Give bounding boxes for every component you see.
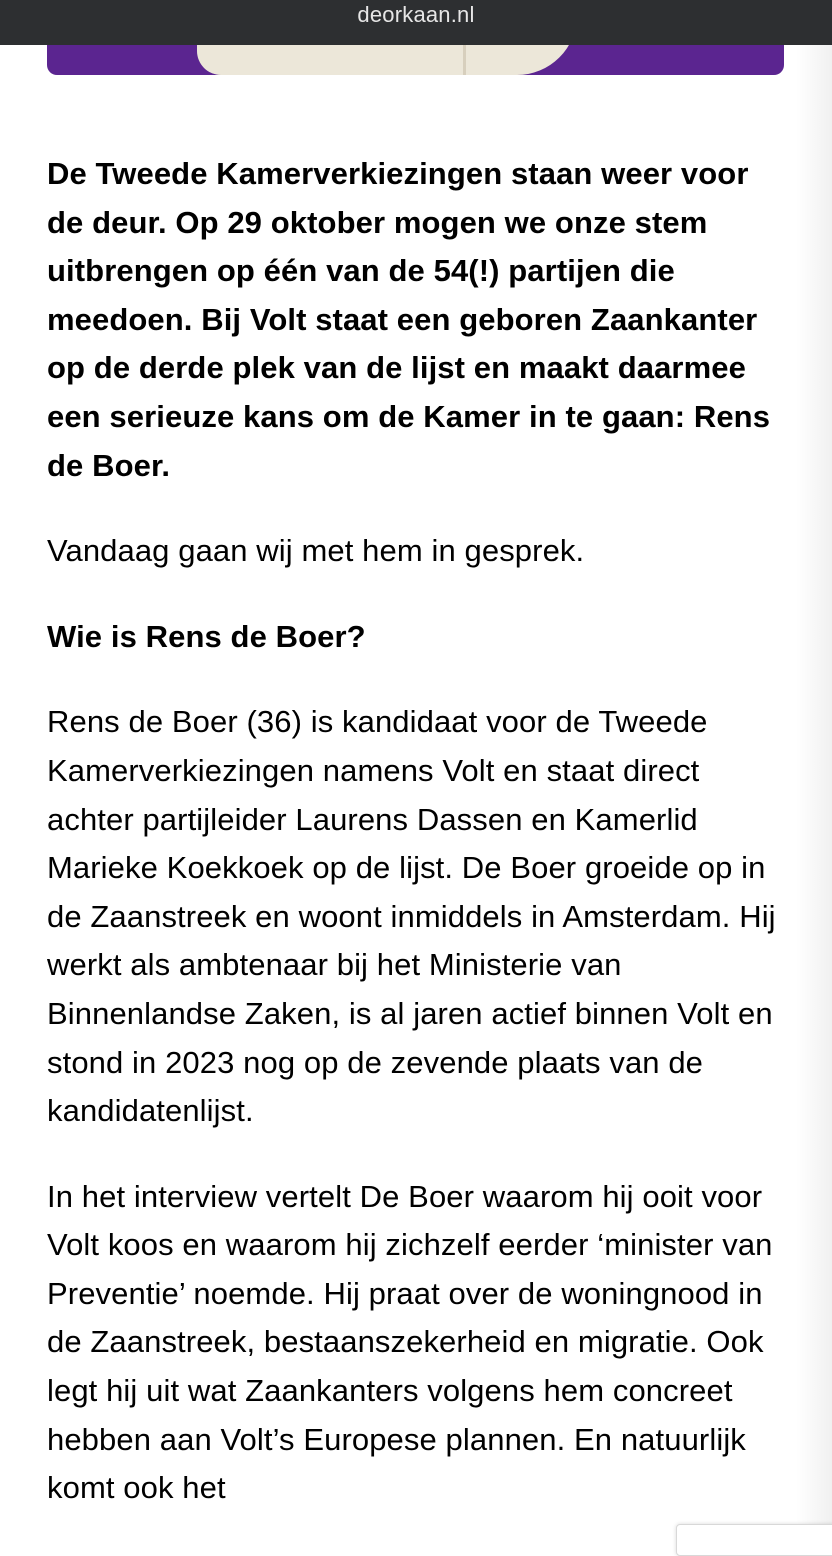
article-intro: Vandaag gaan wij met hem in gesprek. [47,533,585,569]
article-lead: De Tweede Kamerverkiezingen staan weer voor de deur. Op 29 oktober mogen we onze stem uitbrengen op één van de 54(!) partijen die meedoen. Bij Volt staat een geboren Zaankanter op de derde plek van de lijst en maakt daarmee een serieuze kans om de Kamer in te gaan: Rens de Boer. [47,156,771,483]
article-paragraph-bio: Rens de Boer (36) is kandidaat voor de Tweede Kamerverkiezingen namens Volt en staat direct achter partijleider Laurens Dassen en Kamerlid Marieke Koekkoek op de lijst. De Boer groeide op in de Zaanstreek en woont inmiddels in Amsterdam. Hij werkt als ambtenaar bij het Ministerie van Binnenlandse Zaken, is al jaren actief binnen Volt en stond in 2023 nog op de zevende plaats van de kandidatenlijst. [47,704,776,1129]
article-body [47,150,787,1513]
url-text[interactable]: deorkaan.nl [357,2,475,27]
article-paragraph-interview: In het interview vertelt De Boer waarom hij ooit voor Volt koos en waarom hij zichzelf eerder ‘minister van Preventie’ noemde. Hij praat over de woningnood in de Zaanstreek, bestaanszekerheid en migratie. Ook legt hij uit wat Zaankanters volgens hem concreet hebben aan Volt’s Europese plannen. En natuurlijk komt ook het [47,1178,773,1506]
section-heading: Wie is Rens de Boer? [47,618,366,654]
browser-address-bar[interactable] [0,0,832,45]
page-edge-shadow [796,45,832,1536]
floating-widget[interactable] [676,1524,832,1556]
